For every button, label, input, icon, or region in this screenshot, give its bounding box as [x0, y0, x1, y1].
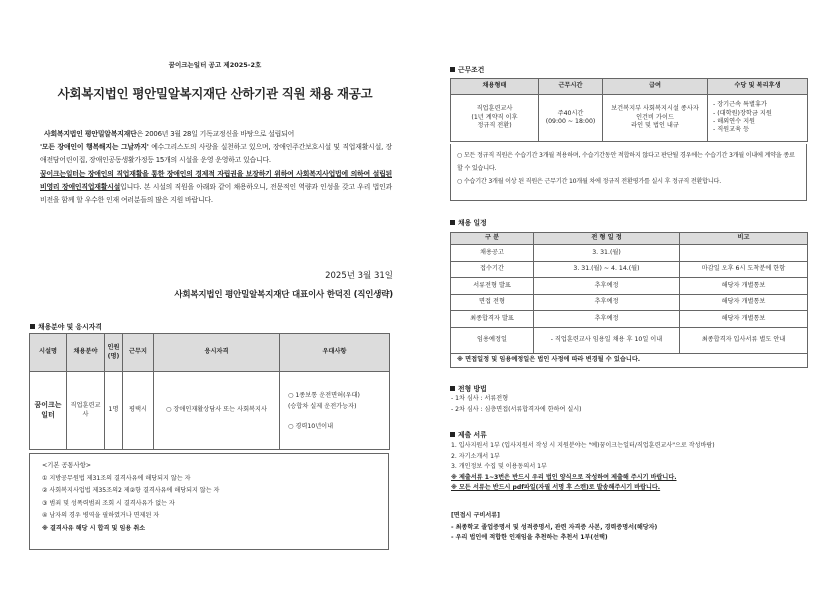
table-header-cell: 수당 및 복리후생: [708, 79, 808, 95]
field-cell: 직업훈련교사: [67, 372, 105, 450]
section-heading-schedule: 채용 일정: [450, 217, 487, 227]
intro-motto: '모든 장애인이 행복해지는 그날까지': [40, 143, 149, 152]
intro-org-name: 사회복지법인 평안밀알복지재단: [43, 130, 137, 138]
square-bullet-icon: [450, 432, 455, 437]
table-row: 임용예정일 - 직업훈련교사 임용일 채용 후 10일 이내 최종합격자 입사서류 별도 안내: [451, 327, 808, 353]
table-header-cell: 채용형태: [451, 79, 539, 95]
list-item: - 1차 심사 : 서류전형: [451, 395, 509, 402]
table-row: 접수기간 3. 31.(월) ~ 4. 14.(월) 마감일 오후 6시 도착분에 한함: [451, 261, 808, 278]
qualification-cell: ○ 장애인재활상담사 또는 사회복지사: [154, 372, 280, 450]
section-heading-conditions: 근무조건: [450, 64, 484, 74]
table-row: [451, 95, 808, 142]
table-row: 최종합격자 발표 추후예정 해당자 개별통보: [451, 311, 808, 328]
section-heading-documents: 제출 서류: [450, 429, 487, 439]
intro-text-1: 은 2006년 3월 28일 기독교정신을 바탕으로 설립되어: [136, 130, 295, 138]
intro-text-2: 예수그리스도의 사랑을 실천하고 있으며, 장애인주간보호시설 및 직업재활시설, 장애전담어린이집, 장애인공동생활가정등 15개의 시설을 운영 운영하고 있습니다.: [40, 143, 392, 165]
section-heading-field: 채용분야 및 응시자격: [30, 321, 102, 331]
documents-note: ※ 제출서류 1~3번은 반드시 우리 법인 양식으로 작성하여 제출해 주시기 바랍니다.: [451, 473, 677, 481]
work-hours-cell: 주40시간 (09:00 ~ 18:00): [539, 95, 603, 142]
requirements-note: ※ 결격사유 해당 시 합격 및 임용 취소: [42, 524, 146, 532]
list-item: ○ 모든 정규직 직원은 수습기간 3개월 적용하며, 수습기간동안 적합하지 않다고 판단될 경우에는 수습기간 3개월 이내에 계약을 종료할 수 있습니다.: [457, 152, 795, 172]
table-header-cell: 근무시간: [539, 79, 603, 95]
table-header-cell: 구 분: [451, 233, 534, 245]
list-item: - 2차 심사 : 심층면접(서류합격자에 한하여 실시): [451, 405, 582, 413]
table-row: 면접 전형 추후예정 해당자 개별통보: [451, 294, 808, 311]
table-header-cell: 응시자격: [154, 334, 280, 372]
count-cell: 1명: [105, 372, 123, 450]
intro-text-3: 입니다. 본 시설의 직원을 아래와 같이 채용하오니, 전문적인 역량과 인성을 갖고 우리 법인과 비전을 함께 할 우수한 인재 여러분들의 많은 지원 바랍니다.: [40, 182, 392, 205]
table-header-cell: 전 형 일 정: [534, 233, 680, 245]
list-item: 1. 입사지원서 1부 (입사지원서 작성 시 지원분야는 "예)꿈이크는일터/직업훈련교사"으로 작성바람): [451, 442, 715, 449]
list-item: 3. 개인정보 수집 및 이용동의서 1부: [451, 463, 547, 470]
list-item: ④ 남자의 경우 병역을 필하였거나 면제된 자: [42, 512, 160, 519]
square-bullet-icon: [450, 220, 455, 225]
list-item: ② 사회복지사업법 제35조의2 제②항 결격사유에 해당되지 않는 자: [42, 487, 220, 494]
facility-cell: 꿈이크는일터: [30, 372, 67, 450]
documents-note: ※ 모든 서류는 반드시 pdf파일(자필 서명 후 스캔)로 발송해주시기 바랍니다.: [451, 484, 661, 491]
table-header-row: [451, 233, 808, 245]
signature-date: 2025년 3월 31일: [325, 271, 393, 281]
table-header-cell: 채용분야: [67, 334, 105, 372]
table-header-cell: 근무지: [123, 334, 154, 372]
requirements-box: [29, 453, 389, 550]
intro-facility-desc: 꿈이크는일터는 장애인의 직업재활을 통한 장애인의 경제적 자립권을 보장하기 위하여 사회복지사업법에 의하여 설립된 비영리 장애인직업재활시설: [40, 169, 392, 191]
square-bullet-icon: [450, 386, 455, 391]
table-row: 서류전형 발표 추후예정 해당자 개별통보: [451, 278, 808, 295]
page-title: 사회복지법인 평안밀알복지재단 산하기관 직원 채용 재공고: [57, 86, 373, 101]
preference-cell: ○ 1종보통 운전면허(우대) (승합차 실제 운전가능자) ○ 경력10년이내: [280, 372, 390, 450]
intro-paragraph-2: [40, 168, 392, 208]
table-row: [30, 372, 390, 450]
interview-list: [451, 511, 657, 544]
table-header-cell: 비고: [680, 233, 808, 245]
schedule-table: [450, 232, 808, 368]
intro-paragraph-1: [40, 128, 392, 168]
conditions-table: [450, 78, 808, 142]
square-bullet-icon: [30, 324, 35, 329]
requirements-title: <기본 공통사항>: [42, 462, 92, 469]
method-list: [451, 394, 581, 415]
employment-type-cell: 직업훈련교사 (1년 계약직 이후 정규직 전환): [451, 95, 539, 142]
conditions-notes: [450, 144, 807, 201]
intro-text: [40, 128, 392, 207]
documents-list: [451, 441, 715, 494]
square-bullet-icon: [450, 67, 455, 72]
section-heading-method: 전형 방법: [450, 383, 487, 393]
list-item: 2. 자기소개서 1부: [451, 452, 500, 460]
schedule-footnote: ※ 면접일정 및 임용예정일은 법인 사정에 따라 변경될 수 있습니다.: [451, 353, 808, 367]
table-header-row: [30, 334, 390, 372]
location-cell: 평택시: [123, 372, 154, 450]
field-table: [29, 333, 390, 450]
table-header-cell: 시설명: [30, 334, 67, 372]
benefits-cell: - 장기근속 특별휴가 - (대학원)장학금 지원 - 해외연수 지원 - 직원교육 등: [708, 95, 808, 142]
list-item: ③ 범죄 및 성폭력범죄 조회 시 결격사유가 없는 자: [42, 499, 175, 507]
list-item: ① 지방공무원법 제31조의 결격사유에 해당되지 않는 자: [42, 474, 191, 482]
table-header-cell: 우대사항: [280, 334, 390, 372]
list-item: - 우리 법인에 적합한 인재임을 추천하는 추천서 1부(선택): [451, 534, 608, 541]
notice-number: 꿈이크는일터 공고 제2025-2호: [168, 61, 262, 69]
signature-org: 사회복지법인 평안밀알복지재단 대표이사 한덕진 (직인생략): [174, 290, 393, 300]
list-item: - 최종학교 졸업증명서 및 성적증명서, 관련 자격증 사본, 경력증명서(해당자): [451, 523, 658, 531]
table-header-cell: 인원(명): [105, 334, 123, 372]
table-footnote-row: [451, 353, 808, 367]
interview-heading: [면접시 구비서류]: [451, 512, 500, 519]
table-row: 채용공고 3. 31.(월): [451, 245, 808, 262]
table-header-cell: 급여: [603, 79, 708, 95]
salary-cell: 보건복지부 사회복지시설 종사자 인건비 가이드 라인 및 법인 내규: [603, 95, 708, 142]
list-item: ○ 수습기간 3개월 이상 된 직원은 근무기간 10개월 차에 정규직 전환평가를 실시 후 정규직 전환합니다.: [457, 178, 721, 185]
table-header-row: [451, 79, 808, 95]
